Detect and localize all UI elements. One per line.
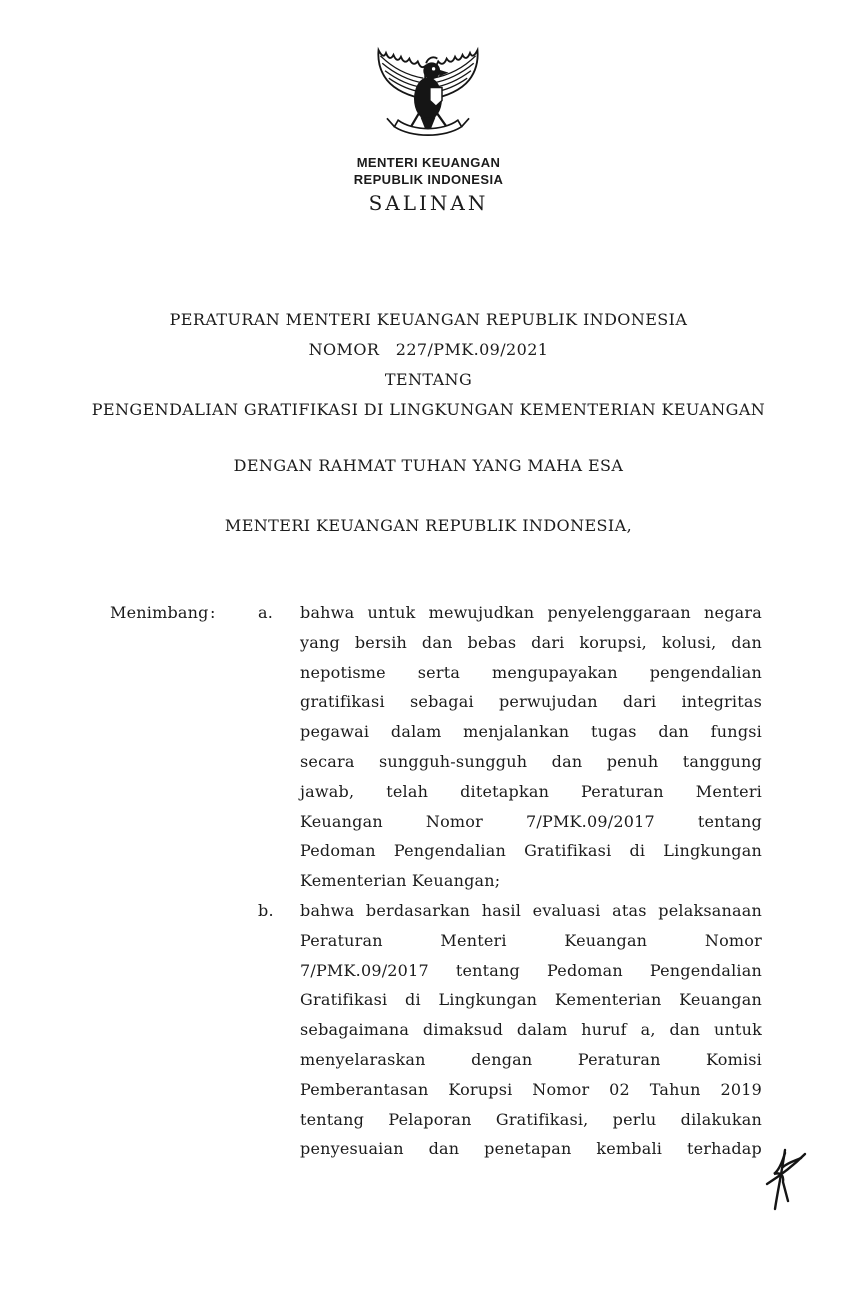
considering-section <box>110 598 762 1164</box>
text-line: Peraturan Menteri Keuangan Nomor <box>300 930 762 950</box>
text-line: yang bersih dan bebas dari korupsi, kolusi, dan <box>300 632 762 652</box>
text-line: tentang Pelaporan Gratifikasi, perlu dilakukan <box>300 1109 762 1129</box>
considering-label: Menimbang <box>110 603 209 622</box>
text-line: menyelaraskan dengan Peraturan Komisi <box>300 1049 762 1069</box>
ministry-line2: REPUBLIK INDONESIA <box>353 172 504 187</box>
text-line: jawab, telah ditetapkan Peraturan Menteri <box>300 781 762 801</box>
text-line: Pedoman Pengendalian Gratifikasi di Lingkungan <box>300 841 762 861</box>
text-line: penyesuaian dan penetapan kembali terhadap <box>300 1139 762 1159</box>
text-line: gratifikasi sebagai perwujudan dari integritas <box>300 692 762 712</box>
text-line: Kementerian Keuangan; <box>300 871 501 891</box>
text-line: sebagaimana dimaksud dalam huruf a, dan untuk <box>300 1020 762 1040</box>
ministry-line1: MENTERI KEUANGAN <box>356 155 501 170</box>
handwritten-paraf-icon <box>758 1143 808 1213</box>
invocation-line: DENGAN RAHMAT TUHAN YANG MAHA ESA <box>233 456 624 475</box>
title-line-tentang: TENTANG <box>384 370 473 389</box>
item-letter: a. <box>258 603 274 622</box>
ministry-name <box>0 154 857 188</box>
text-line: 7/PMK.09/2017 tentang Pedoman Pengendalian <box>300 960 762 980</box>
item-letter: b. <box>258 900 274 920</box>
text-line: Gratifikasi di Lingkungan Kementerian Keuangan <box>300 990 762 1010</box>
text-line: Keuangan Nomor 7/PMK.09/2017 tentang <box>300 811 762 831</box>
title-line-subject: PENGENDALIAN GRATIFIKASI DI LINGKUNGAN KEMENTERIAN KEUANGAN <box>91 400 766 419</box>
text-line: pegawai dalam menjalankan tugas dan fungsi <box>300 722 762 742</box>
text-line: nepotisme serta mengupayakan pengendalian <box>300 662 762 682</box>
text-line: bahwa untuk mewujudkan penyelenggaraan negara <box>300 603 762 622</box>
regulation-title-block <box>0 305 857 425</box>
authority-line: MENTERI KEUANGAN REPUBLIK INDONESIA, <box>224 516 633 535</box>
text-line: Pemberantasan Korupsi Nomor 02 Tahun 2019 <box>300 1079 762 1099</box>
considering-colon: : <box>210 603 216 622</box>
title-line-peraturan: PERATURAN MENTERI KEUANGAN REPUBLIK INDONESIA <box>169 310 688 329</box>
title-line-nomor: NOMOR 227/PMK.09/2021 <box>308 340 549 359</box>
copy-stamp-label: SALINAN <box>368 191 489 215</box>
considering-item-b <box>258 896 762 1164</box>
considering-item-a <box>258 598 762 896</box>
text-line: bahwa berdasarkan hasil evaluasi atas pelaksanaan <box>300 900 762 920</box>
garuda-pancasila-icon <box>372 40 484 150</box>
text-line: secara sungguh-sungguh dan penuh tanggung <box>300 751 762 771</box>
